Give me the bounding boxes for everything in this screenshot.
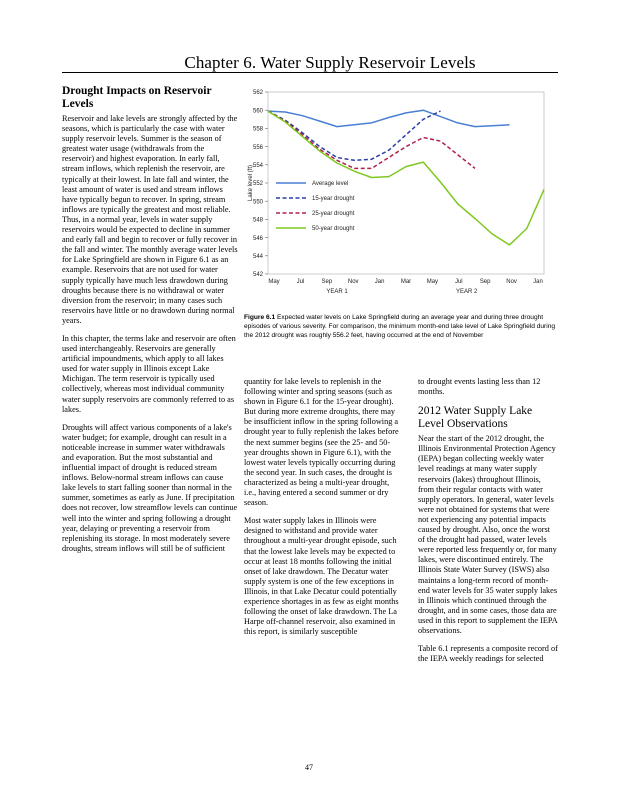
paragraph: to drought events lasting less than 12 months. (418, 377, 541, 397)
caption-label: Figure 6.1 (244, 314, 276, 321)
figure-6-1-chart (244, 86, 558, 308)
x-tick-label: Sep (479, 279, 491, 285)
x-tick-label: Sep (321, 279, 333, 285)
y-tick-label: 560 (252, 108, 263, 115)
series-line (268, 111, 441, 160)
paragraph: Near the start of the 2012 drought, the Illinois Environmental Protection Agency (IEPA) began collecting weekly water level readings at many water supply reservoirs (lakes) throughout Illinois, from their regular contacts with water supply operators. In general, water levels were not obtained for systems that were not experiencing any potential impacts caused by drought. Also, once the worst of the drought had passed, water levels were reported less frequently or, for many lakes, were discontinued entirely. The Illinois State Water Survey (ISWS) also maintains a long-term record of month-end water levels for 35 water supply lakes in Illinois which continued through the drought, and in some cases, those data are used in this report to supplement the IEPA observations. (418, 434, 558, 635)
x-tick-label: Jan (533, 279, 543, 285)
legend-label: 50-year drought (312, 226, 355, 233)
y-tick-label: 544 (252, 254, 263, 260)
x-tick-label: Nov (506, 279, 517, 285)
paragraph: In this chapter, the terms lake and reservoir are often used interchangeably. Reservoirs are generally artificial impoundments, which apply to all lakes used for water supply in Illinois except Lake Michigan. The term reservoir is typically used collectively, whereas most individual community water supply reservoirs are commonly referred to as lakes. (62, 333, 236, 414)
x-tick-label: Nov (347, 279, 359, 285)
legend-label: Average level (312, 181, 349, 188)
x-tick-label: May (426, 279, 439, 285)
title-rule (62, 72, 558, 73)
series-line (268, 110, 510, 126)
y-tick-label: 546 (252, 235, 263, 242)
paragraph: Reservoir and lake levels are strongly affected by the seasons, which is particularly the case with water supply reservoir levels. Summer is the season of greatest water usage (withdrawals from the reservoir) and highest evaporation. In early fall, stream inflows, which replenish the reservoir, are typically at their lowest. In late fall and winter, the least amount of water is used and stream inflows have typically begun to recover. In spring, stream inflows are typically the greatest and most reliable. Thus, in a normal year, levels in water supply reservoirs would be expected to decline in summer and early fall and begin to recover or fully recover in the fall and winter. The monthly average water levels for Lake Springfield are shown in Figure 6.1 as an example. Reservoirs that are not used for water supply typically have much less drawdown during droughts because there is no withdrawal or water diversion from the reservoir; in many cases such reservoirs have little or no drawdown during normal years. (62, 114, 238, 325)
line-chart (244, 86, 558, 308)
year-label: YEAR 1 (326, 289, 348, 295)
y-tick-label: 542 (252, 272, 263, 279)
year-label: YEAR 2 (456, 289, 478, 295)
y-tick-label: 558 (252, 126, 263, 133)
column-1 (62, 85, 238, 562)
y-tick-label: 554 (252, 163, 263, 169)
legend-label: 15-year drought (312, 196, 355, 203)
paragraph: quantity for lake levels to replenish in the following winter and spring seasons (such as shown in Figure 6.1 for the 15-year drought). But during more extreme droughts, there may be insufficient inflow in the spring following a drought year to fully replenish the lakes before the next summer begins (see the 25- and 50-year droughts shown in Figure 6.1), with the lowest water levels typically occurring during the second year. In such cases, the drought is characterized as being a multi-year drought, i.e., having entered a second summer or dry season. (244, 377, 399, 508)
section-heading-2012-observations: 2012 Water Supply Lake Level Observations (418, 405, 533, 430)
section-heading-drought-impacts: Drought Impacts on Reservoir Levels (62, 85, 212, 110)
x-tick-label: Jul (296, 279, 305, 285)
series-line (268, 111, 544, 245)
x-tick-label: Jan (374, 279, 385, 285)
x-tick-label: Mar (400, 279, 412, 285)
page-title: Chapter 6. Water Supply Reservoir Levels (184, 53, 476, 72)
y-axis-label: Lake level (ft) (248, 164, 254, 202)
y-tick-label: 552 (252, 181, 263, 188)
y-tick-label: 548 (252, 217, 263, 224)
column-2 (244, 377, 402, 645)
paragraph: Table 6.1 represents a composite record of the IEPA weekly readings for selected (418, 644, 558, 664)
y-tick-label: 556 (252, 144, 263, 151)
x-tick-label: May (268, 279, 280, 285)
column-3 (418, 377, 558, 672)
paragraph: Droughts will affect various components of a lake's water budget; for example, drought can result in a noticeable increase in summer water withdrawals and evaporation. But the most substantial and influential impact of drought is reduced stream inflows. Below-normal stream inflows can cause lake levels to start falling sooner than normal in the summer, sometimes as early as June. If precipitation does not recover, low streamflow levels can continue well into the winter and spring following a drought year, delaying or preventing a reservoir from replenishing its storage. In most moderately severe droughts, stream inflows will still be of sufficient (62, 422, 238, 553)
page-number: 47 (305, 763, 313, 772)
plot-frame (268, 92, 544, 274)
y-tick-label: 550 (252, 199, 263, 206)
y-tick-label: 562 (252, 90, 263, 97)
x-tick-label: Jul (454, 279, 463, 285)
legend-label: 25-year drought (312, 211, 355, 218)
caption-text: Expected water levels on Lake Springfield during an average year and during three drought episodes of various severity. For comparison, the minimum month-end lake level of Lake Springfield during the 2012 drought was roughly 556.2 feet, having occurred at the end of November (244, 314, 556, 339)
figure-caption (244, 313, 558, 340)
paragraph: Most water supply lakes in Illinois were designed to withstand and provide water throughout a multi-year drought episode, such that the lowest lake levels may be expected to occur at least 18 months following the initial onset of lake drawdown. The Decatur water supply system is one of the few exceptions in Illinois, in that Lake Decatur could potentially experience shortages in as few as eight months following the onset of lake drawdown. The La Harpe off-channel reservoir, also examined in this report, is similarly susceptible (244, 516, 399, 637)
